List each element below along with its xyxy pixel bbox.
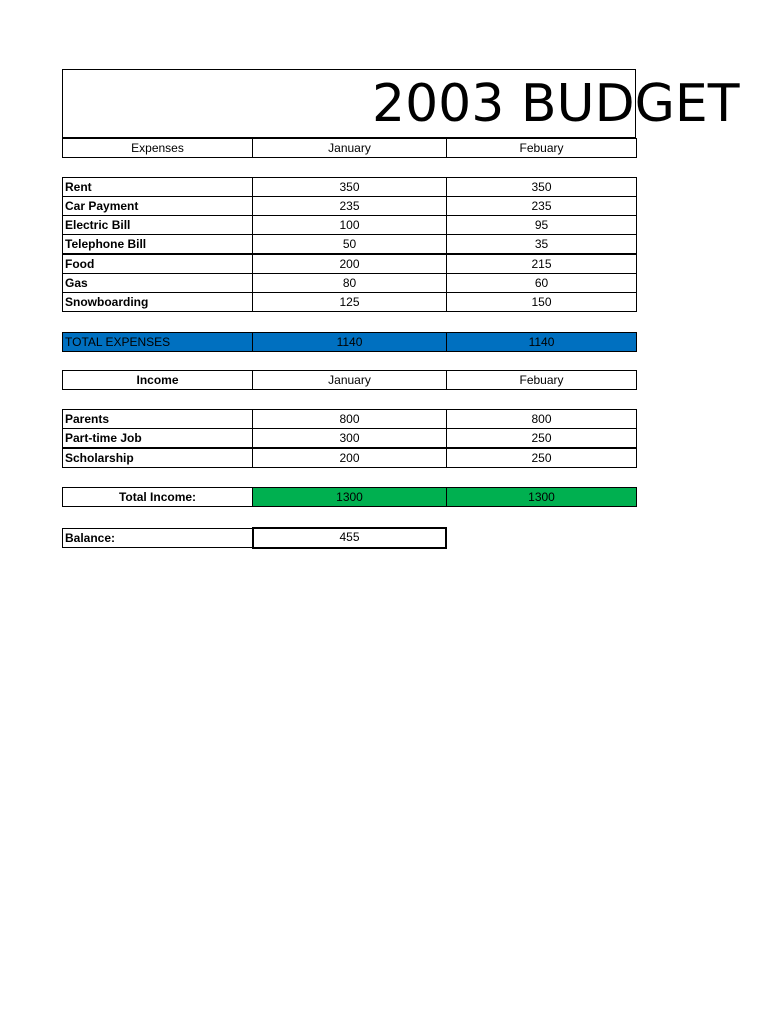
balance-row [62,527,447,549]
balance-label-cell[interactable]: Balance: [62,528,253,548]
expenses-header-row [62,138,637,158]
income-label-cell[interactable]: Parents [62,409,253,429]
income-label-cell[interactable]: Part-time Job [62,428,253,448]
total-income-value-cell[interactable]: 1300 [252,487,447,507]
expense-value-cell[interactable]: 50 [252,234,447,254]
income-row [62,448,637,468]
expense-value-cell[interactable]: 150 [446,292,637,312]
income-value-cell[interactable]: 200 [252,448,447,468]
expense-row [62,196,637,216]
expense-value-cell[interactable]: 235 [446,196,637,216]
expense-label-cell[interactable]: Telephone Bill [62,234,253,254]
month-header-cell[interactable]: Febuary [446,370,637,390]
expense-label-cell[interactable]: Gas [62,273,253,293]
expense-value-cell[interactable]: 200 [252,254,447,274]
total-expenses-value-cell[interactable]: 1140 [252,332,447,352]
total-expenses-row [62,332,637,352]
expense-value-cell[interactable]: 350 [446,177,637,197]
income-header-cell[interactable]: Income [62,370,253,390]
expense-value-cell[interactable]: 125 [252,292,447,312]
income-header-row [62,370,637,390]
expense-label-cell[interactable]: Electric Bill [62,215,253,235]
total-expenses-label-cell[interactable]: TOTAL EXPENSES [62,332,253,352]
balance-value-cell[interactable]: 455 [252,527,447,549]
expense-value-cell[interactable]: 95 [446,215,637,235]
month-header-cell[interactable]: January [252,370,447,390]
expense-value-cell[interactable]: 35 [446,234,637,254]
title-cell[interactable] [62,69,740,138]
expense-value-cell[interactable]: 80 [252,273,447,293]
income-label-cell[interactable]: Scholarship [62,448,253,468]
expense-row [62,215,637,235]
expense-label-cell[interactable]: Rent [62,177,253,197]
expense-value-cell[interactable]: 100 [252,215,447,235]
expense-value-cell[interactable]: 350 [252,177,447,197]
month-header-cell[interactable]: January [252,138,447,158]
expense-row [62,254,637,274]
expense-row [62,177,637,197]
income-value-cell[interactable]: 250 [446,448,637,468]
income-row [62,409,637,429]
total-expenses-value-cell[interactable]: 1140 [446,332,637,352]
expense-label-cell[interactable]: Snowboarding [62,292,253,312]
page-title: 2003 BUDGET [372,74,740,134]
expense-label-cell[interactable]: Car Payment [62,196,253,216]
income-value-cell[interactable]: 300 [252,428,447,448]
expense-value-cell[interactable]: 215 [446,254,637,274]
expense-value-cell[interactable]: 60 [446,273,637,293]
total-income-label-cell[interactable]: Total Income: [62,487,253,507]
expenses-header-cell[interactable]: Expenses [62,138,253,158]
income-value-cell[interactable]: 250 [446,428,637,448]
total-income-value-cell[interactable]: 1300 [446,487,637,507]
income-value-cell[interactable]: 800 [252,409,447,429]
month-header-cell[interactable]: Febuary [446,138,637,158]
expense-row [62,292,637,312]
total-income-row [62,487,637,507]
expense-label-cell[interactable]: Food [62,254,253,274]
expense-row [62,273,637,293]
expense-value-cell[interactable]: 235 [252,196,447,216]
expense-row [62,234,637,254]
income-row [62,428,637,448]
income-value-cell[interactable]: 800 [446,409,637,429]
